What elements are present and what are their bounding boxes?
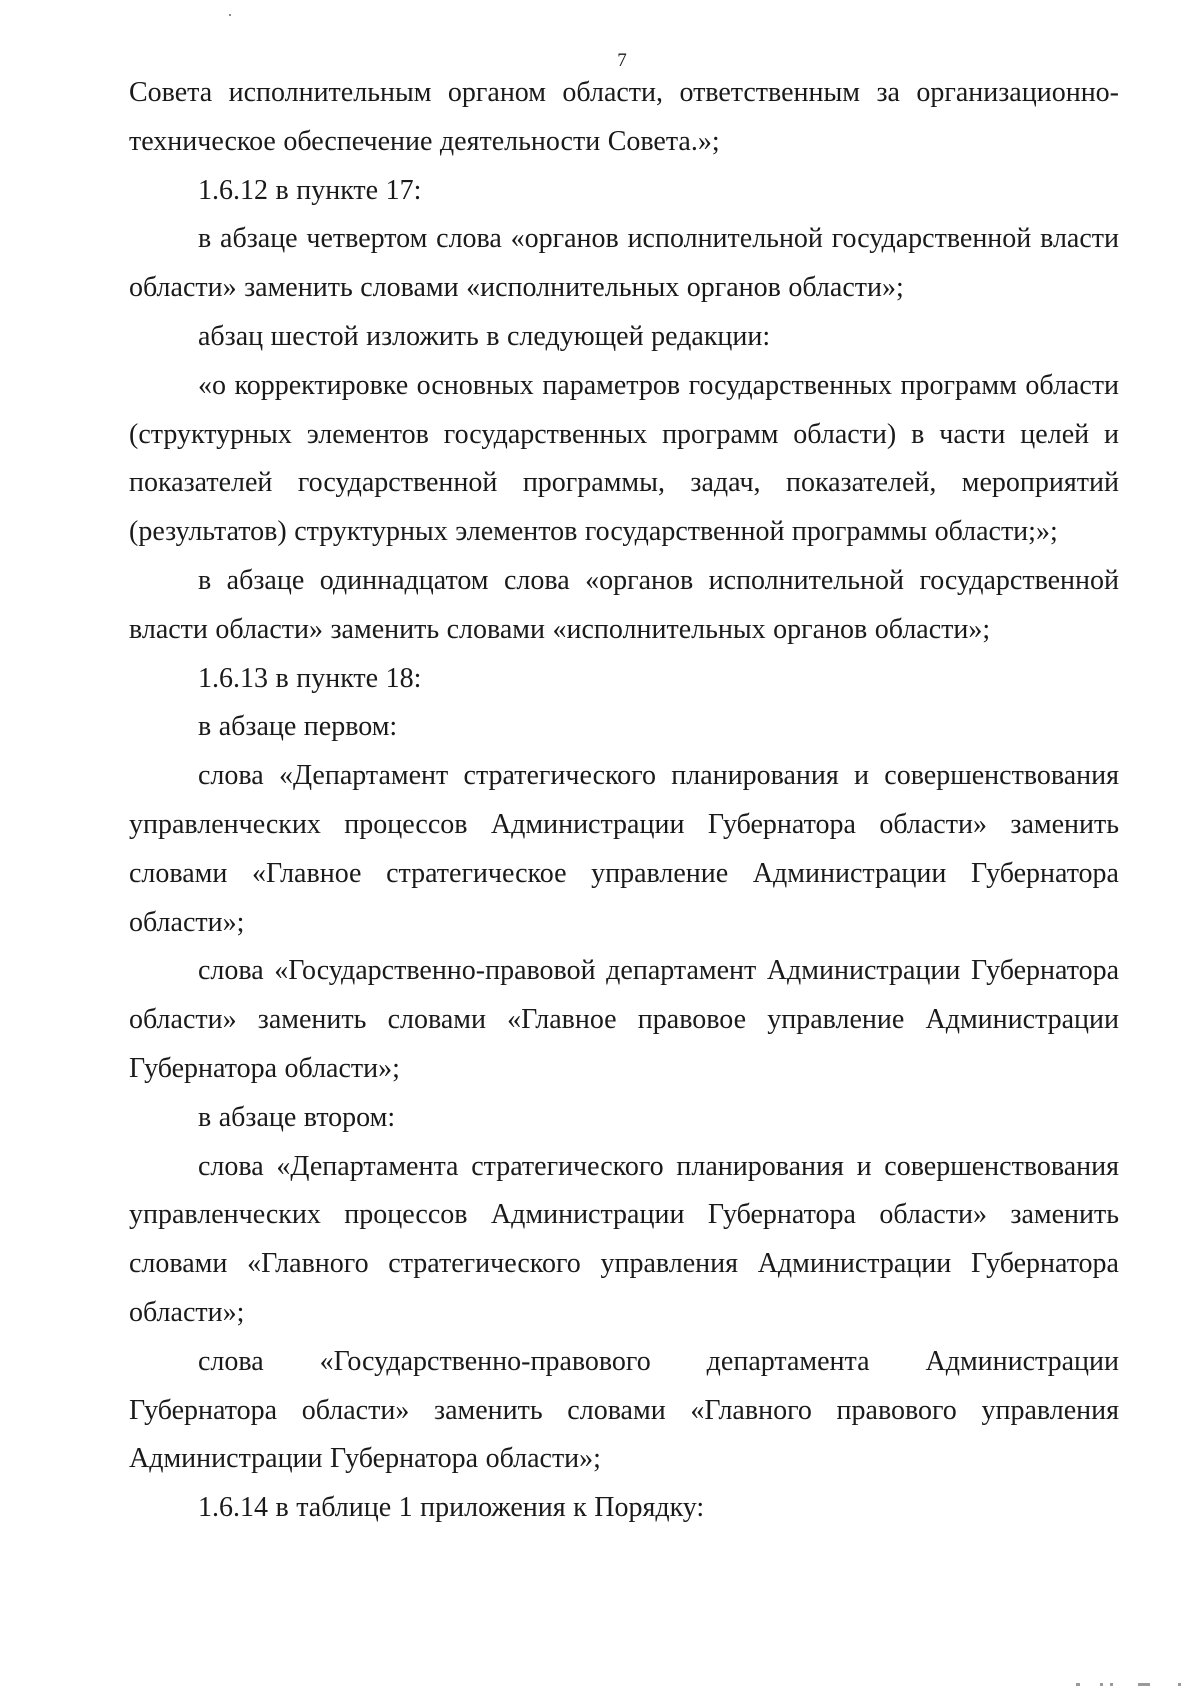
paragraph: в абзаце одиннадцатом слова «органов исполнительной государственной власти области» заменить словами «исполнительных органов области»; xyxy=(129,564,1119,645)
paragraph: в абзаце четвертом слова «органов исполнительной государственной власти области» заменить словами «исполнительных органов области»; xyxy=(129,223,1119,304)
paragraph-quoted-text: «о корректировке основных параметров государственных программ области (структурных элементов государственных программ области) в части целей и показателей государственной программы, задач, показателей, мероприятий (результатов) структурных элементов государственной программы области;»; xyxy=(129,369,1119,548)
scan-footer-artifact xyxy=(1076,1683,1186,1689)
paragraph: слова «Государственно-правового департамента Администрации Губернатора области» заменить словами «Главного правового управления Администрации Губернатора области»; xyxy=(129,1345,1119,1475)
paragraph: абзац шестой изложить в следующей редакции: xyxy=(198,320,771,352)
paragraph: слова «Государственно-правовой департамент Администрации Губернатора области» заменить словами «Главное правовое управление Администрации Губернатора области»; xyxy=(129,955,1119,1084)
scan-speck xyxy=(229,14,231,16)
page-number: 7 xyxy=(617,50,627,71)
paragraph: слова «Департамента стратегического планирования и совершенствования управленческих процессов Администрации Губернатора области» заменить словами «Главного стратегического управления Администрации Губернатора области»; xyxy=(129,1150,1119,1328)
paragraph: в абзаце первом: xyxy=(198,711,398,743)
paragraph: в абзаце втором: xyxy=(198,1101,396,1133)
paragraph-item-1-6-12: 1.6.12 в пункте 17: xyxy=(198,174,422,206)
paragraph-item-1-6-14: 1.6.14 в таблице 1 приложения к Порядку: xyxy=(198,1492,705,1524)
document-body xyxy=(129,69,1119,1533)
paragraph: слова «Департамент стратегического планирования и совершенствования управленческих процессов Администрации Губернатора области» заменить словами «Главное стратегическое управление Администрации Губернатора области»; xyxy=(129,760,1119,938)
paragraph-continuation: Совета исполнительным органом области, ответственным за организационно-техническое обеспечение деятельности Совета.»; xyxy=(129,77,1119,157)
paragraph-item-1-6-13: 1.6.13 в пункте 18: xyxy=(198,662,422,694)
